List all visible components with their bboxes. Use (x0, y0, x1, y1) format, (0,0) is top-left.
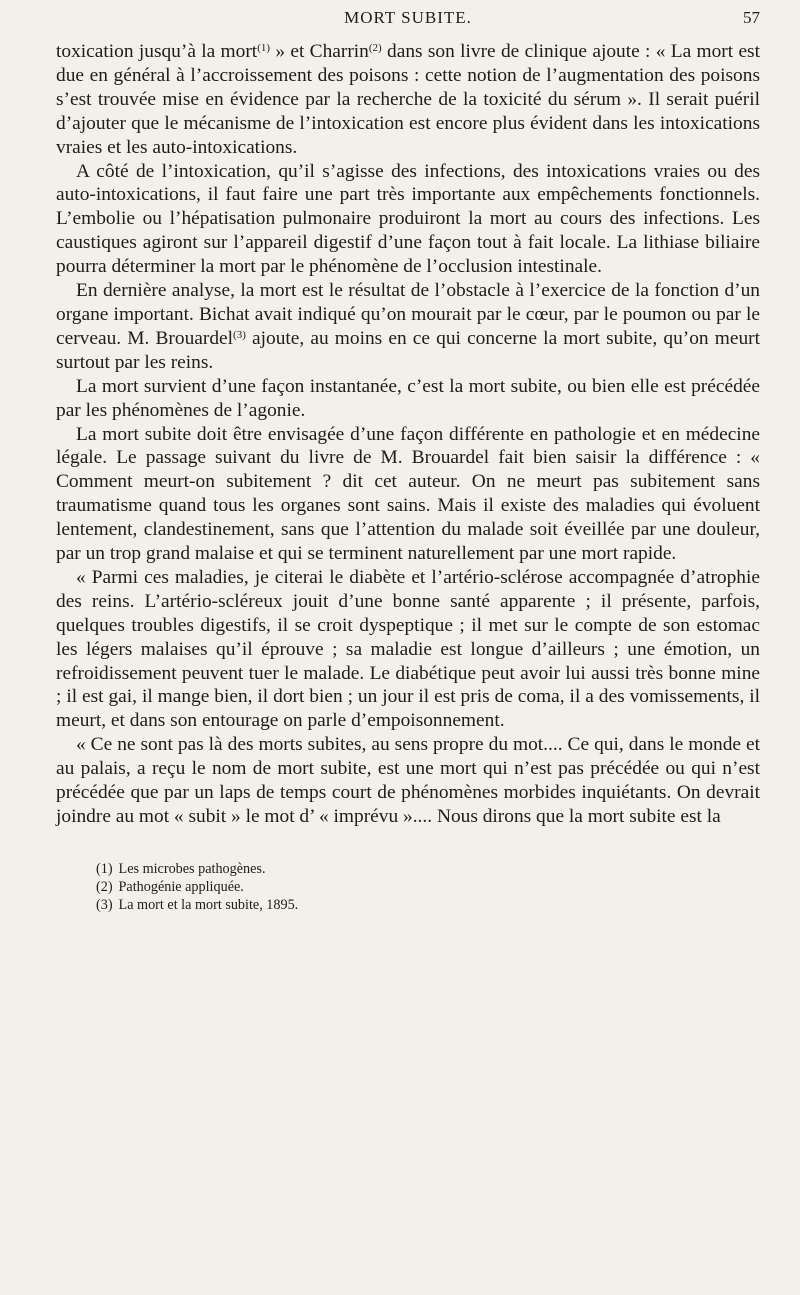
footnotes (56, 861, 760, 914)
paragraph-5: La mort subite doit être envisagée d’une façon différente en pathologie et en médecine légale. Le passage suivant du livre de M. Brouardel fait bien saisir la différence : « Comment meurt-on subitement ? dit cet auteur. On ne meurt pas subitement sans traumatisme quand tous les organes sont sains. Mais il existe des maladies qui évoluent lentement, clandestinement, sans que l’attention du malade soit éveillée par une douleur, par un trop grand malaise et qui se terminent naturellement par une mort rapide. (56, 423, 760, 565)
footnote-1-text: Les microbes pathogènes. (118, 860, 266, 877)
footnote-3 (96, 897, 760, 915)
footnote-1 (96, 861, 760, 879)
footnote-ref-3: (3) (233, 328, 246, 341)
footnote-3-text: La mort et la mort subite, 1895. (118, 896, 299, 913)
paragraph-7: « Ce ne sont pas là des morts subites, au sens propre du mot.... Ce qui, dans le monde et au palais, a reçu le nom de mort subite, est une mort qui n’est pas précédée ou qui n’est précédée que par un laps de temps court de phénomènes morbides inquiétants. On devrait joindre au mot « subit » le mot d’ « imprévu ».... Nous dirons que la mort subite est la (56, 734, 760, 827)
page-number: 57 (743, 8, 760, 27)
paragraph-1 (56, 40, 760, 160)
paragraph-3 (56, 279, 760, 375)
paragraph-1-text-b: » et Charrin (270, 41, 369, 62)
running-title: MORT SUBITE. (344, 8, 472, 27)
paragraph-4: La mort survient d’une façon instantanée, c’est la mort subite, ou bien elle est précédée par les phénomènes de l’agonie. (56, 375, 760, 421)
running-head (56, 0, 760, 40)
footnote-2-mark: (2) (96, 878, 113, 895)
footnote-ref-1: (1) (257, 42, 271, 54)
paragraph-2: A côté de l’intoxication, qu’il s’agisse des infections, des intoxications vraies ou des auto-intoxications, il faut faire une part très importante aux empêchements fonctionnels. L’embolie ou l’hépatisation pulmonaire produiront la mort au cours des infections. Les caustiques agiront sur l’appareil digestif d’une façon tout à fait locale. La lithiase biliaire pourra déterminer la mort par le phénomène de l’occlusion intestinale. (56, 160, 760, 278)
footnote-ref-2: (2) (368, 42, 382, 54)
paragraph-3-text-b: ajoute, au moins en ce qui concerne la mort subite, qu’on meurt surtout par les reins. (56, 327, 760, 373)
footnote-2 (96, 879, 760, 897)
footnote-2-text: Pathogénie appliquée. (118, 878, 244, 895)
footnote-1-mark: (1) (96, 860, 113, 877)
paragraph-1-text-a: toxication jusqu’à la mort (56, 41, 258, 62)
paragraph-1-text-c: dans son livre de clinique ajoute : « La mort est due en général à l’accroissement des poisons : cette notion de l’augmentation des poisons s’est trouvée mise en évidence par la recherche de la toxicité du sérum ». Il serait puéril d’ajouter que le mécanisme de l’intoxication est encore plus évident dans les intoxications vraies et les auto-intoxications. (56, 41, 760, 158)
body-text (56, 40, 760, 829)
paragraph-6: « Parmi ces maladies, je citerai le diabète et l’artério-sclérose accompagnée d’atrophie des reins. L’artério-scléreux jouit d’une bonne santé apparente ; il présente, parfois, quelques troubles digestifs, il se croit dyspeptique ; il met sur le compte de son estomac les légers malaises qu’il éprouve ; sa maladie est longue d’ailleurs ; une émotion, un refroidissement peuvent tuer le malade. Le diabétique peut avoir lui aussi très bonne mine ; il est gai, il mange bien, il dort bien ; un jour il est pris de coma, il a des vomissements, il meurt, et dans son entourage on parle d’empoisonnement. (56, 566, 760, 732)
paragraph-3-text-a: En dernière analyse, la mort est le résultat de l’obstacle à l’exercice de la fonction d’un organe important. Bichat avait indiqué qu’on mourait par le cœur, par le poumon ou par le cerveau. M. Brouardel (56, 280, 760, 349)
footnote-3-mark: (3) (96, 896, 113, 913)
